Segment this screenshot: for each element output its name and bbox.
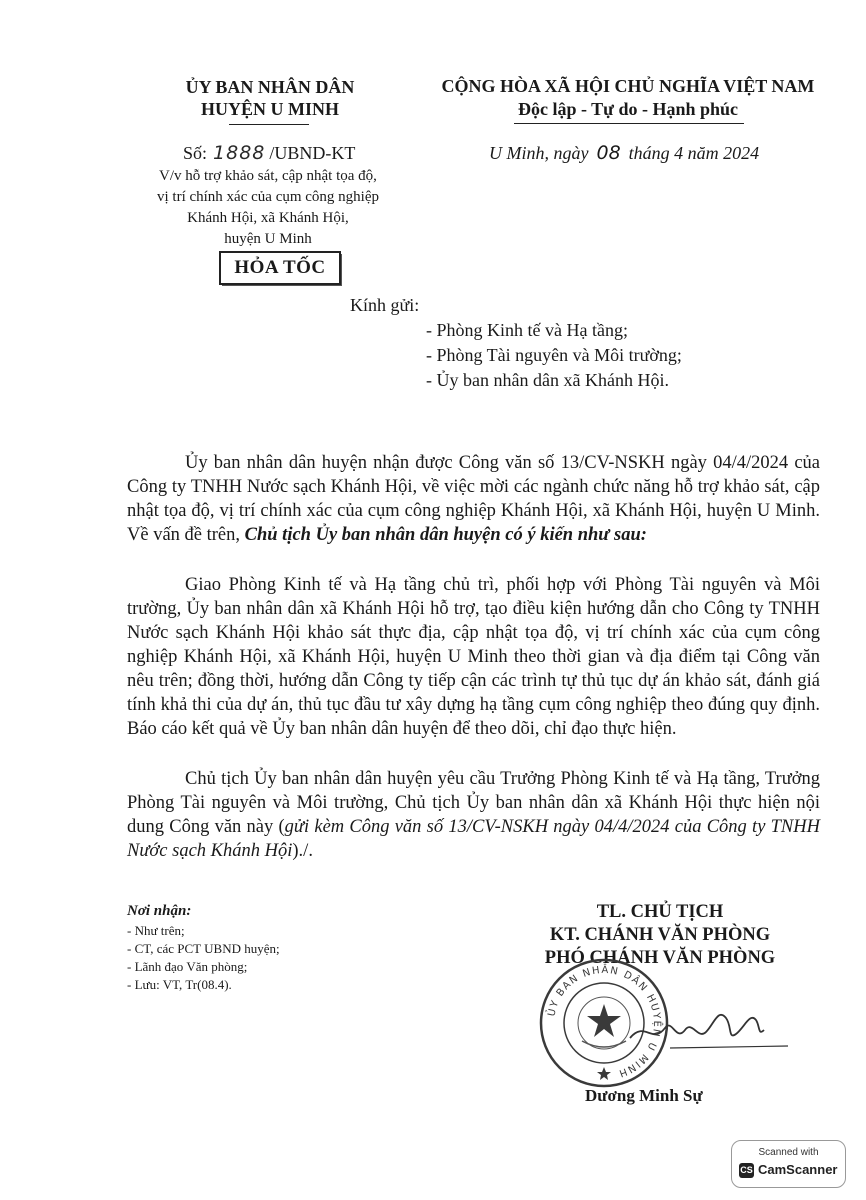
noi-nhan-item: - Lãnh đạo Văn phòng; [127,959,248,974]
national-title: CỘNG HÒA XÃ HỘI CHỦ NGHĨA VIỆT NAM [441,76,815,96]
p3-italic: gửi kèm Công văn số 13/CV-NSKH ngày 04/4/2024 của Công ty TNHH Nước sạch Khánh Hội [127,817,820,861]
subject-block [142,166,394,250]
p1-emphasis: Chủ tịch Ủy ban nhân dân huyện có ý kiến như sau: [244,525,647,545]
greeting: Kính gửi: [350,295,420,315]
document-date [489,142,759,164]
scanner-caption: Scanned with [758,1147,819,1158]
date-suffix: tháng 4 năm 2024 [628,143,760,163]
subject-line: huyện U Minh [224,231,312,247]
recipient-item: - Phòng Tài nguyên và Môi trường; [426,345,682,365]
body-paragraph-3 [127,767,820,863]
p3-text: Chủ tịch Ủy ban nhân dân huyện yêu cầu Trưởng Phòng Kinh tế và Hạ tầng, Trưởng Phòng Tài nguyên và Môi trường, Chủ tịch Ủy ban nhân dân xã Khánh Hội thực hiện nội dung Công văn này ( [127,769,820,837]
date-prefix: U Minh, ngày [489,143,589,163]
noi-nhan-title: Nơi nhận: [127,903,192,919]
org-underline [229,124,309,125]
noi-nhan-item: - Lưu: VT, Tr(08.4). [127,977,232,992]
document-number [183,142,355,164]
seal-text: ỦY BAN NHÂN DÂN HUYỆN U MINH [546,964,663,1079]
signature-title-1: TL. CHỦ TỊCH [596,902,724,922]
handwritten-day: 08 [596,142,621,164]
signature-title-3: PHÓ CHÁNH VĂN PHÒNG [544,948,776,968]
urgent-stamp: HỎA TỐC [219,251,341,285]
signature-scribble-icon [610,990,790,1060]
body-paragraph-2 [127,573,820,741]
noi-nhan-item: - CT, các PCT UBND huyện; [127,941,280,956]
handwritten-number: 1888 [213,142,266,164]
subject-line: V/v hỗ trợ khảo sát, cập nhật tọa độ, [159,168,377,184]
recipient-item: - Phòng Kinh tế và Hạ tầng; [426,320,628,340]
camscanner-badge [731,1140,846,1188]
p3-end: )./. [292,841,313,861]
scanner-brand: CamScanner [758,1162,838,1177]
recipient-item: - Ủy ban nhân dân xã Khánh Hội. [426,370,669,390]
camscanner-logo-icon: CS [739,1163,754,1178]
subject-line: vị trí chính xác của cụm công nghiệp [156,189,379,205]
number-prefix: Số: [183,143,208,163]
noi-nhan-item: - Như trên; [127,923,185,938]
p2-text: Giao Phòng Kinh tế và Hạ tầng chủ trì, phối hợp với Phòng Tài nguyên và Môi trường, Ủy ban nhân dân xã Khánh Hội hỗ trợ, tạo điều kiện hướng dẫn cho Công ty TNHH Nước sạch Khánh Hội khảo sát thực địa, cập nhật tọa độ, vị trí chính xác của cụm công nghiệp Khánh Hội, xã Khánh Hội, huyện U Minh theo thời gian và địa điểm tại Công văn nêu trên; đồng thời, hướng dẫn Công ty tiếp cận các trình tự thủ tục dự án khảo sát, đánh giá tính khả thi của dự án, thủ tục đầu tư xây dựng hạ tầng cụm công nghiệp theo đúng quy định. Báo cáo kết quả về Ủy ban nhân dân huyện để theo dõi, chỉ đạo thực hiện. [127,575,820,739]
subject-line: Khánh Hội, xã Khánh Hội, [187,210,349,226]
national-motto: Độc lập - Tự do - Hạnh phúc [517,99,739,119]
motto-underline [514,123,744,124]
org-name-line2: HUYỆN U MINH [201,99,339,119]
body-paragraph-1 [127,451,820,547]
org-name-line1: ỦY BAN NHÂN DÂN [185,77,355,97]
number-suffix: /UBND-KT [269,143,356,163]
p1-text: Ủy ban nhân dân huyện nhận được Công văn số 13/CV-NSKH ngày 04/4/2024 của Công ty TNHH Nước sạch Khánh Hội, về việc mời các ngành chức năng hỗ trợ khảo sát, cập nhật tọa độ, vị trí chính xác của cụm công nghiệp Khánh Hội, xã Khánh Hội, huyện U Minh. Về vấn đề trên, [127,453,820,545]
signature-title-2: KT. CHÁNH VĂN PHÒNG [549,925,771,945]
signer-name: Dương Minh Sự [585,1086,703,1105]
